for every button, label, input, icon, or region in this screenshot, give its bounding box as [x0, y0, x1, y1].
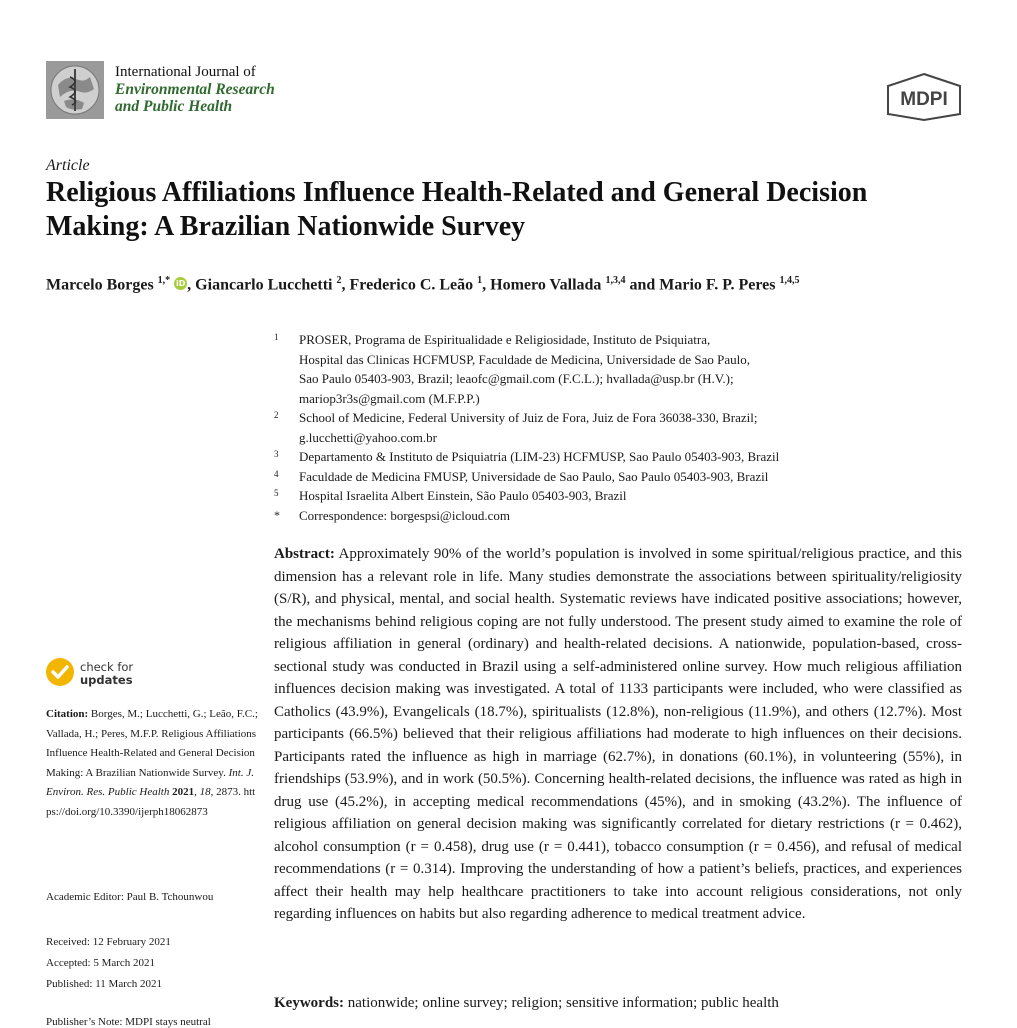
publication-dates: [46, 932, 258, 995]
mdpi-logo: [884, 72, 964, 122]
academic-editor: Academic Editor: Paul B. Tchounwou: [46, 891, 214, 903]
article-title: Religious Affiliations Influence Health-Related and General Decision Making: A Brazilian Nationwide Survey: [46, 177, 868, 242]
published-date: Published: 11 March 2021: [46, 978, 162, 990]
citation-block: Citation: Borges, M.; Lucchetti, G.; Leão, F.C.; Vallada, H.; Peres, M.F.P. Religious Affiliations Influence Health-Related and General Decision Making: A Brazilian Nationwide Survey. Int. J. Environ. Res. Public Health 2021, 18, 2873. https://doi.org/10.3390/ijerph18062873: [46, 708, 258, 818]
article-type: Article: [46, 157, 90, 174]
author-name[interactable]: Homero Vallada: [490, 276, 602, 294]
citation-pages: 2873.: [216, 786, 241, 798]
journal-name-line-2: Environmental Research: [115, 81, 275, 98]
check-updates-icon: [46, 658, 74, 686]
affiliation-number: 3: [274, 449, 279, 459]
affiliation-number: 4: [274, 468, 279, 479]
journal-name-line-3: and Public Health: [115, 98, 233, 115]
affiliation-item: [274, 486, 954, 506]
abstract-label: Abstract:: [274, 546, 335, 562]
journal-logo: [46, 61, 104, 119]
citation-journal: Int. J. Environ. Res. Public Health: [46, 766, 254, 798]
affiliation-line: g.lucchetti@yahoo.com.br: [299, 429, 437, 445]
citation-volume: 18: [199, 786, 211, 798]
citation-label: Citation:: [46, 708, 89, 720]
keywords-text: nationwide; online survey; religion; sensitive information; public health: [347, 995, 779, 1011]
affiliation-line: mariop3r3s@gmail.com (M.F.P.P.): [299, 390, 480, 406]
author-affil-sup: 2: [336, 275, 342, 286]
author-name[interactable]: Marcelo Borges: [46, 276, 154, 294]
mdpi-logo-text: MDPI: [900, 89, 948, 110]
author-affil-sup: 1,3,4: [605, 275, 626, 286]
received-date: Received: 12 February 2021: [46, 936, 171, 948]
affiliation-item: [274, 330, 954, 408]
author-affil-sup: 1,*: [157, 275, 171, 286]
check-updates-line-1: check for: [80, 660, 134, 674]
citation-doi-link[interactable]: https://doi.org/10.3390/ijerph18062873: [46, 786, 256, 818]
affiliation-number: 5: [274, 488, 279, 498]
affiliation-line: Hospital Israelita Albert Einstein, São Paulo 05403-903, Brazil: [299, 488, 627, 503]
affiliation-line: Sao Paulo 05403-903, Brazil; leaofc@gmail.com (F.C.L.); hvallada@usp.br (H.V.);: [299, 371, 734, 386]
affiliation-number: *: [274, 507, 280, 522]
citation-authors: Borges, M.; Lucchetti, G.; Leão, F.C.; Vallada, H.; Peres, M.F.P. Religious Affiliations Influence Health-Related and General Decision Making: A Brazilian Nationwide Survey.: [46, 708, 258, 779]
citation-year: 2021: [172, 786, 195, 798]
affiliation-line: Hospital das Clinicas HCFMUSP, Faculdade de Medicina, Universidade de Sao Paulo,: [299, 351, 750, 367]
affiliation-line: PROSER, Programa de Espiritualidade e Religiosidade, Instituto de Psiquiatra,: [299, 332, 711, 347]
affiliation-item: [274, 506, 954, 526]
check-for-updates-button[interactable]: [46, 658, 196, 692]
author-name[interactable]: Frederico C. Leão: [349, 276, 474, 294]
keywords: [274, 995, 962, 1012]
journal-name-line-1: International Journal of: [115, 64, 256, 80]
keywords-label: Keywords:: [274, 995, 344, 1011]
author-list: Marcelo Borges $^{1,*}$ iD , Giancarlo Lucchetti $^2$, Frederico C. Leão $^1$, Homero Vallada $^{1,3,4}$ and Mario F. P. Peres $^{1,4,5}$: [46, 275, 800, 294]
abstract-text: Approximately 90% of the world’s population is involved in some spiritual/religious practice, and this dimension has a relevant role in life. Many studies demonstrate the associations between spirituality/religiosity (S/R), and physical, mental, and social health. Systematic reviews have indicated positive associations; however, the mechanisms behind religious coping are not fully understood. The present study aimed to examine the role of religious affiliation in general (ordinary) and health-related decisions. A nationwide, population-based, cross-sectional study was conducted in Brazil using a self-administered online survey. How much religious affiliation influences decision making was investigated. A total of 1133 participants were included, who were classified as Catholics (43.9%), Evangelicals (18.7%), spiritualists (12.8%), non-religious (11.9%), and others (12.7%). Most participants (66.5%) believed that their religious affiliations had moderate to high influences on their decisions. Participants rated the influence as high in marriage (62.7%), in donations (60.1%), in volunteering (55%), in friendships (53.9%), and in work (50.5%). Concerning health-related decisions, the influence was rated as high in drug use (45.2%), in accepting medical recommendations (45%), and in smoking (43.2%). The influence of religious affiliation on general decision making was significantly correlated for dietary restrictions (r = 0.462), alcohol consumption (r = 0.458), drug use (r = 0.441), tobacco consumption (r = 0.456), and refusal of medical recommendations (r = 0.314). Improving the understanding of how a patient’s beliefs, practices, and experiences affect their health may help healthcare practitioners to take into account religious considerations, not only regarding influences on habits but also regarding adherence to medical treatment advice.: [274, 546, 962, 922]
accepted-date: Accepted: 5 March 2021: [46, 957, 156, 969]
affiliation-line: Departamento & Instituto de Psiquiatria (LIM-23) HCFMUSP, Sao Paulo 05403-903, Brazil: [299, 449, 780, 464]
publisher-note: Publisher’s Note: MDPI stays neutral: [46, 1016, 211, 1028]
orcid-icon[interactable]: iD: [175, 279, 186, 289]
affiliation-line: School of Medicine, Federal University of Juiz de Fora, Juiz de Fora 36038-330, Brazil;: [299, 410, 758, 425]
correspondence-line[interactable]: Correspondence: borgespsi@icloud.com: [299, 507, 511, 523]
affiliation-list: [274, 330, 954, 525]
author-name[interactable]: Mario F. P. Peres: [659, 276, 776, 294]
author-name[interactable]: Giancarlo Lucchetti: [195, 276, 333, 294]
affiliation-number: 1: [274, 332, 279, 342]
journal-name: [115, 64, 275, 115]
affiliation-item: [274, 467, 954, 487]
affiliation-item: [274, 408, 954, 447]
affiliation-line: Faculdade de Medicina FMUSP, Universidade de Sao Paulo, Sao Paulo 05403-903, Brazil: [299, 468, 769, 484]
abstract: [274, 543, 962, 926]
author-affil-sup: 1: [477, 275, 483, 286]
affiliation-number: 2: [274, 410, 279, 420]
check-updates-line-2: updates: [80, 673, 133, 687]
author-affil-sup: 1,4,5: [779, 275, 800, 286]
affiliation-item: [274, 447, 954, 467]
